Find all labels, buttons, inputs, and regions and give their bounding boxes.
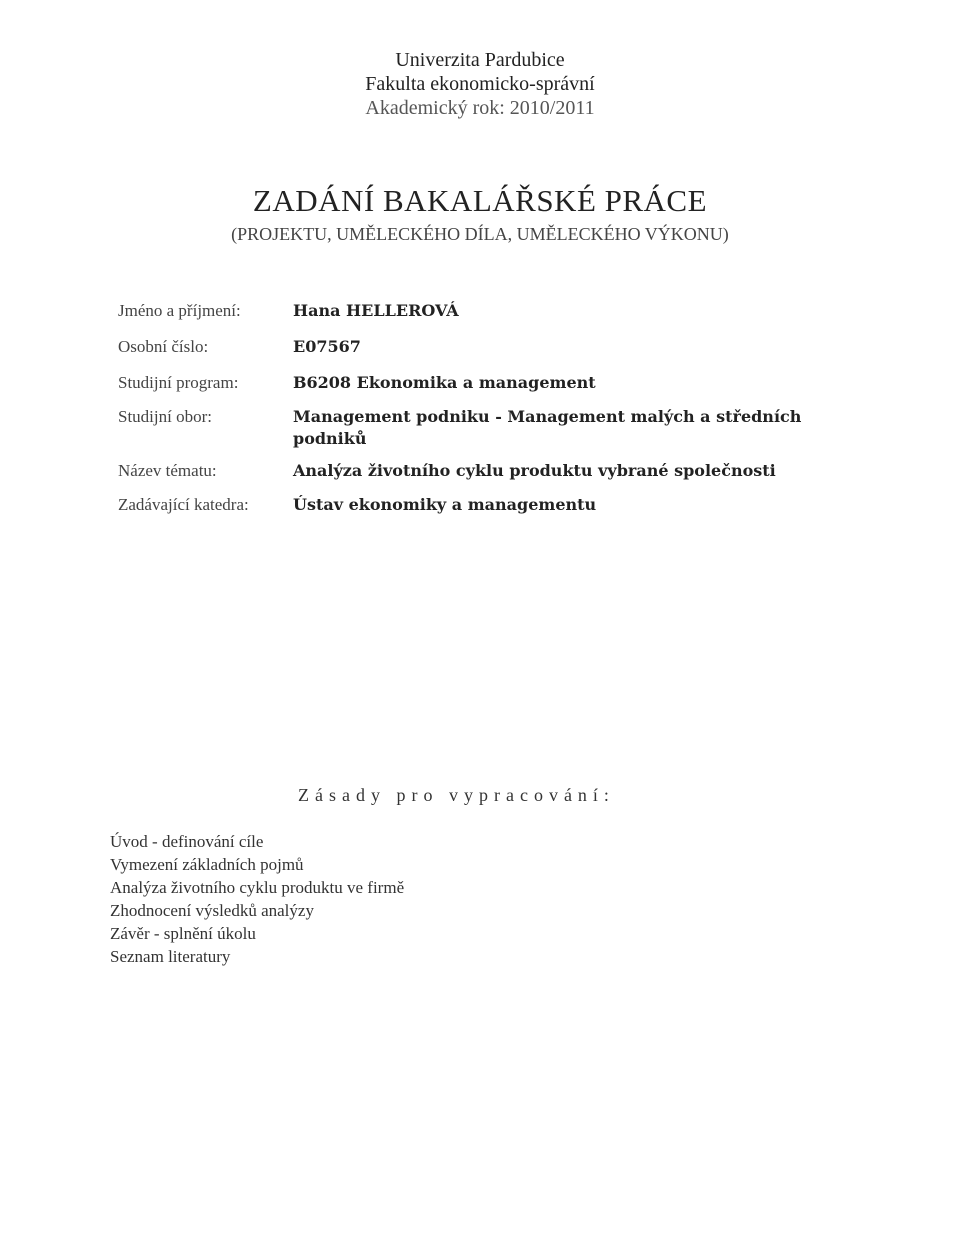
principles-heading: Zásady pro vypracování: xyxy=(298,785,615,805)
fields-table xyxy=(118,300,858,516)
academic-year: Akademický rok: 2010/2011 xyxy=(365,97,595,119)
list-item: Analýza životního cyklu produktu ve firmě xyxy=(110,878,405,897)
list-item: Seznam literatury xyxy=(110,947,231,966)
field-row-department xyxy=(118,494,858,516)
list-item: Úvod - definování cíle xyxy=(110,832,264,851)
field-value: Analýza životního cyklu produktu vybrané společnosti xyxy=(293,461,776,480)
principles-list xyxy=(110,830,404,968)
faculty-name: Fakulta ekonomicko-správní xyxy=(365,73,595,95)
document-subtitle: (PROJEKTU, UMĚLECKÉHO DÍLA, UMĚLECKÉHO VÝKONU) xyxy=(231,224,729,244)
field-row-study-program xyxy=(118,372,858,394)
field-value: Hana HELLEROVÁ xyxy=(293,301,459,320)
university-name: Univerzita Pardubice xyxy=(395,49,565,71)
field-value: Management podniku - Management malých a středních podniků xyxy=(293,407,802,448)
field-value: E07567 xyxy=(293,337,361,356)
field-value: Ústav ekonomiky a managementu xyxy=(293,495,597,514)
field-label: Zadávající katedra: xyxy=(118,495,249,514)
field-row-name xyxy=(118,300,858,322)
list-item: Zhodnocení výsledků analýzy xyxy=(110,901,314,920)
field-row-personal-number xyxy=(118,336,858,358)
field-label: Studijní program: xyxy=(118,373,239,392)
field-row-topic xyxy=(118,460,858,482)
field-value: B6208 Ekonomika a management xyxy=(293,373,596,392)
list-item: Závěr - splnění úkolu xyxy=(110,924,256,943)
list-item: Vymezení základních pojmů xyxy=(110,855,304,874)
field-label: Studijní obor: xyxy=(118,407,212,426)
field-row-study-field xyxy=(118,406,858,450)
field-label: Osobní číslo: xyxy=(118,337,209,356)
field-label: Název tématu: xyxy=(118,461,217,480)
document-title: ZADÁNÍ BAKALÁŘSKÉ PRÁCE xyxy=(252,183,708,218)
header xyxy=(0,48,960,120)
field-label: Jméno a příjmení: xyxy=(118,301,241,320)
